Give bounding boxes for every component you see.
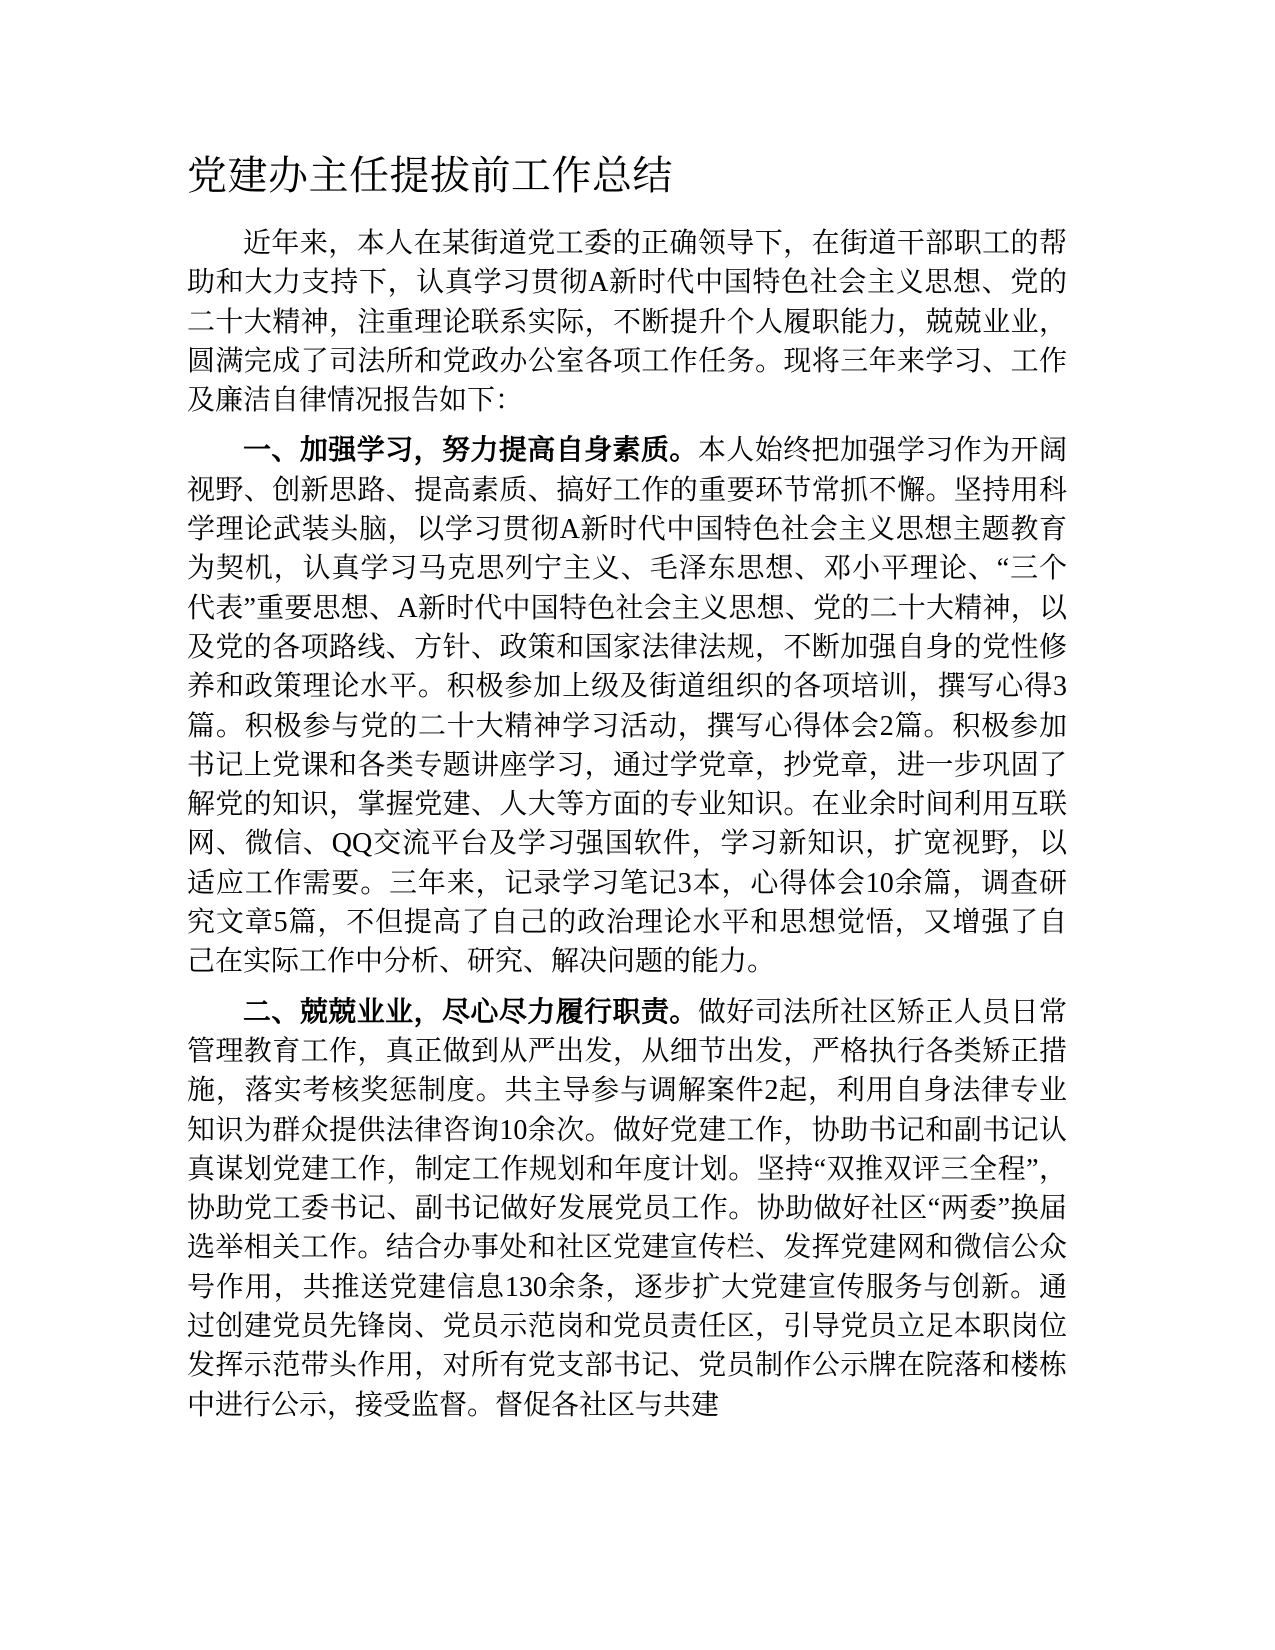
section-2-heading: 二、兢兢业业，尽心尽力履行职责。 <box>243 996 698 1028</box>
section-2-paragraph <box>187 993 1067 1425</box>
section-1-text: 本人始终把加强学习作为开阔视野、创新思路、提高素质、搞好工作的重要环节常抓不懈。坚持用科学理论武装头脑，以学习贯彻A新时代中国特色社会主义思想主题教育为契机，认真学习马克思列宁主义、毛泽东思想、邓小平理论、“三个代表”重要思想、A新时代中国特色社会主义思想、党的二十大精神，以及党的各项路线、方针、政策和国家法律法规，不断加强自身的党性修养和政策理论水平。积极参加上级及街道组织的各项培训，撰写心得3篇。积极参与党的二十大精神学习活动，撰写心得体会2篇。积极参加书记上党课和各类专题讲座学习，通过学党章，抄党章，进一步巩固了解党的知识，掌握党建、人大等方面的专业知识。在业余时间利用互联网、微信、QQ交流平台及学习强国软件，学习新知识，扩宽视野，以适应工作需要。三年来，记录学习笔记3本，心得体会10余篇，调查研究文章5篇，不但提高了自己的政治理论水平和思想觉悟，又增强了自己在实际工作中分析、研究、解决问题的能力。 <box>187 435 1067 978</box>
section-2-text: 做好司法所社区矫正人员日常管理教育工作，真正做到从严出发，从细节出发，严格执行各类矫正措施，落实考核奖惩制度。共主导参与调解案件2起，利用自身法律专业知识为群众提供法律咨询10余次。做好党建工作，协助书记和副书记认真谋划党建工作，制定工作规划和年度计划。坚持“双推双评三全程”，协助党工委书记、副书记做好发展党员工作。协助做好社区“两委”换届选举相关工作。结合办事处和社区党建宣传栏、发挥党建网和微信公众号作用，共推送党建信息130余条，逐步扩大党建宣传服务与创新。通过创建党员先锋岗、党员示范岗和党员责任区，引导党员立足本职岗位发挥示范带头作用，对所有党支部书记、党员制作公示牌在院落和楼栋中进行公示，接受监督。督促各社区与共建 <box>187 996 1067 1421</box>
document-title: 党建办主任提拔前工作总结 <box>187 153 673 199</box>
section-1-heading: 一、加强学习，努力提高自身素质。 <box>243 435 698 467</box>
section-1-paragraph <box>187 431 1067 981</box>
document-body <box>187 224 1067 1436</box>
intro-paragraph: 近年来，本人在某街道党工委的正确领导下，在街道干部职工的帮助和大力支持下，认真学习贯彻A新时代中国特色社会主义思想、党的二十大精神，注重理论联系实际，不断提升个人履职能力，兢兢业业，圆满完成了司法所和党政办公室各项工作任务。现将三年来学习、工作及廉洁自律情况报告如下： <box>187 228 1067 417</box>
